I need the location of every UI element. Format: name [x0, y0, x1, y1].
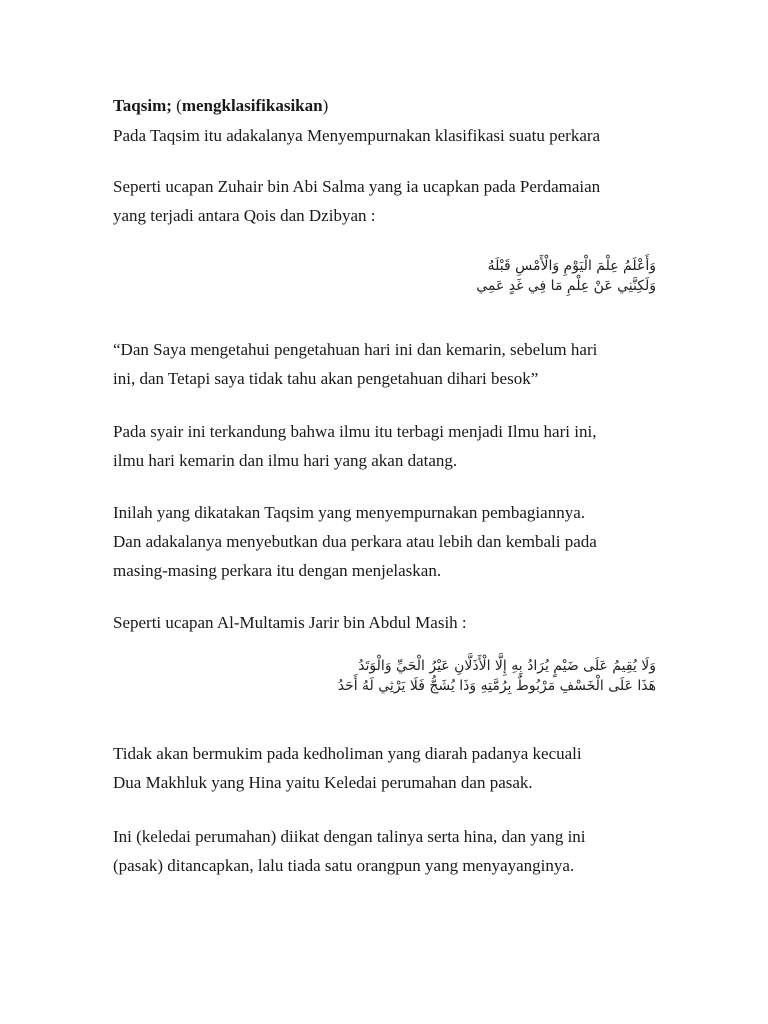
arabic-verse-2-line2: هَذَا عَلَى الْخَسْفِ مَرْبُوطٌ بِرُمَّتِهِ وَذَا يُشَجُّ فَلَا يَرْثِي لَهُ أَحَدُ: [337, 678, 656, 694]
arabic-verse-1-line2: وَلَكِنَّنِي عَنْ عِلْمِ مَا فِي غَدٍ عَمِي: [476, 278, 656, 294]
explain2-line2: (pasak) ditancapkan, lalu tiada satu orangpun yang menyayanginya.: [113, 856, 575, 875]
translation1-line2: ini, dan Tetapi saya tidak tahu akan pengetahuan dihari besok”: [113, 369, 539, 388]
translation1-line1: “Dan Saya mengetahui pengetahuan hari ini dan kemarin, sebelum hari: [113, 340, 598, 359]
example1-line1: Seperti ucapan Zuhair bin Abi Salma yang ia ucapkan pada Perdamaian: [113, 177, 601, 196]
explain2-line1: Ini (keledai perumahan) diikat dengan talinya serta hina, dan yang ini: [113, 827, 586, 846]
arabic-verse-2: [338, 656, 656, 696]
arabic-verse-1: [476, 256, 656, 296]
translation2-line2: Dua Makhluk yang Hina yaitu Keledai perumahan dan pasak.: [113, 773, 533, 792]
intro-paragraph: Pada Taqsim itu adakalanya Menyempurnakan klasifikasi suatu perkara: [113, 126, 601, 145]
summary-line2: Dan adakalanya menyebutkan dua perkara atau lebih dan kembali pada: [113, 532, 597, 551]
heading-meaning: mengklasifikasikan: [181, 96, 323, 115]
explain1-line2: ilmu hari kemarin dan ilmu hari yang akan datang.: [113, 451, 458, 470]
heading-term: Taqsim;: [113, 96, 172, 115]
translation2-line1: Tidak akan bermukim pada kedholiman yang diarah padanya kecuali: [113, 744, 582, 763]
example2-line: Seperti ucapan Al-Multamis Jarir bin Abdul Masih :: [113, 613, 467, 632]
heading-close-paren: ): [322, 96, 329, 115]
summary-line3: masing-masing perkara itu dengan menjelaskan.: [113, 561, 442, 580]
section-heading: [113, 95, 328, 117]
summary-line1: Inilah yang dikatakan Taqsim yang menyempurnakan pembagiannya.: [113, 503, 585, 522]
arabic-verse-1-line1: وَأَعْلَمُ عِلْمَ الْيَوْمِ وَالْأَمْسِ قَبْلَهُ: [487, 258, 656, 274]
example1-line2: yang terjadi antara Qois dan Dzibyan :: [113, 206, 376, 225]
arabic-verse-2-line1: وَلَا يُقِيمُ عَلَى ضَيْمٍ يُرَادُ بِهِ إِلَّا الْأَذَلَّانِ عَيْرُ الْحَيِّ وَالْوَتَدُ: [358, 658, 656, 674]
explain1-line1: Pada syair ini terkandung bahwa ilmu itu terbagi menjadi Ilmu hari ini,: [113, 422, 597, 441]
heading-open-paren: (: [171, 96, 182, 115]
